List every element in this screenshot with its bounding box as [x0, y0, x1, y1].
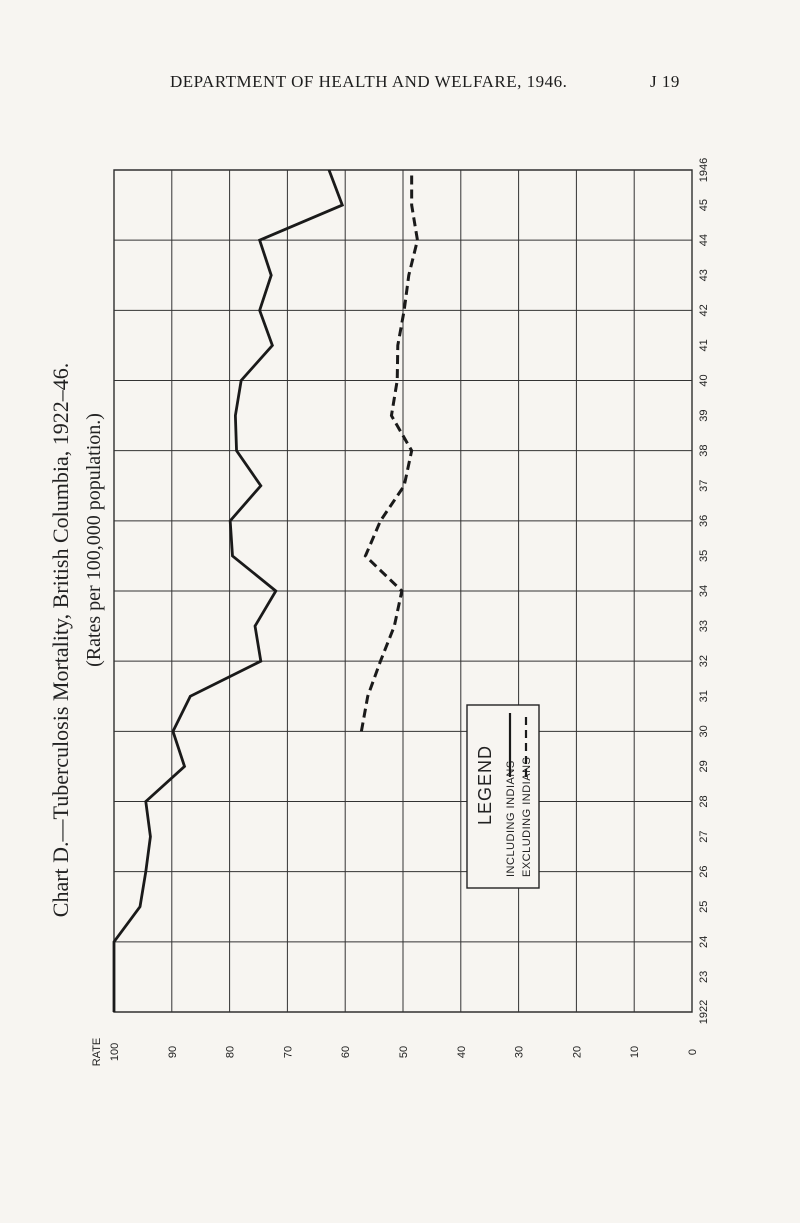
x-tick-label: 34	[698, 584, 710, 598]
x-tick-label: 42	[698, 304, 710, 317]
y-tick-label: 100	[109, 1042, 121, 1062]
x-tick-label: 31	[698, 690, 710, 703]
y-tick-label: 80	[224, 1045, 237, 1059]
legend-title: LEGEND	[475, 744, 495, 826]
x-tick-label: 1922	[698, 999, 710, 1025]
y-tick-label: 30	[513, 1045, 526, 1059]
y-tick-label: 50	[398, 1045, 410, 1059]
x-tick-label: 44	[698, 234, 710, 247]
y-axis-label: RATE	[91, 1037, 103, 1067]
x-tick-label: 26	[698, 865, 710, 878]
x-tick-label: 24	[698, 935, 710, 948]
y-tick-label: 90	[166, 1045, 179, 1059]
x-tick-label: 39	[698, 409, 710, 422]
chart-subtitle: (Rates per 100,000 population.)	[83, 413, 105, 667]
x-tick-label: 33	[698, 619, 710, 633]
header-page-number: J 19	[650, 72, 680, 91]
y-axis-ticks	[91, 1038, 699, 1067]
y-tick-label: 20	[571, 1045, 584, 1059]
x-tick-label: 27	[698, 830, 710, 843]
chart-title: Chart D.—Tuberculosis Mortality, British Columbia, 1922–46.	[48, 362, 73, 918]
y-tick-label: 0	[687, 1048, 699, 1056]
x-tick-label: 25	[698, 900, 710, 913]
x-tick-label: 28	[698, 795, 710, 808]
x-tick-label: 1946	[698, 157, 710, 183]
x-tick-label: 23	[698, 970, 710, 984]
x-tick-label: 41	[698, 339, 710, 352]
y-tick-label: 40	[455, 1045, 468, 1059]
x-tick-label: 36	[698, 514, 710, 527]
x-tick-label: 45	[698, 198, 710, 212]
x-tick-label: 30	[698, 725, 710, 738]
legend-entry-label: EXCLUDING INDIANS	[521, 756, 533, 877]
chart-legend	[467, 705, 539, 888]
x-tick-label: 35	[698, 549, 710, 563]
legend-entry-label: INCLUDING INDIANS	[505, 760, 517, 877]
chart-titles	[48, 363, 105, 917]
y-tick-label: 10	[629, 1045, 642, 1059]
x-tick-label: 29	[698, 760, 710, 773]
header-title: DEPARTMENT OF HEALTH AND WELFARE, 1946.	[170, 72, 568, 91]
x-axis-ticks	[698, 158, 710, 1024]
x-tick-label: 40	[698, 374, 710, 387]
y-tick-label: 60	[340, 1045, 353, 1059]
y-tick-label: 70	[282, 1045, 295, 1059]
x-tick-label: 43	[698, 269, 710, 282]
x-tick-label: 32	[698, 655, 710, 668]
x-tick-label: 37	[698, 479, 710, 492]
x-tick-label: 38	[698, 444, 710, 457]
